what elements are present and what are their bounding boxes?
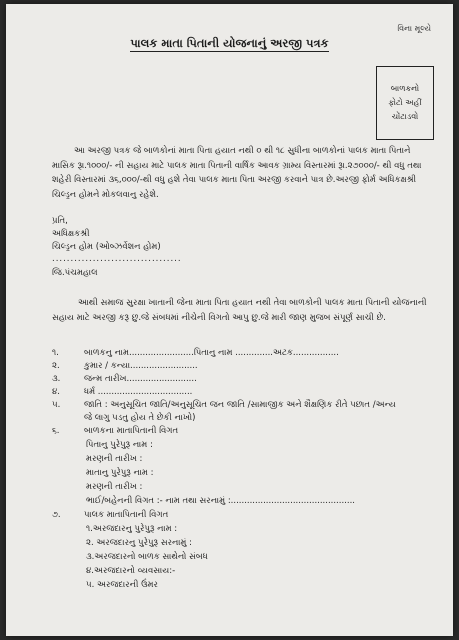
applicant-occupation-field: ૪.અરજદારનો વ્યવસાય:- — [86, 566, 176, 576]
religion-field: ધર્મ ................................... — [84, 387, 193, 397]
caste-field-note: જે લાગુ પડતુ હોય તે છેકી નાખો) — [84, 413, 196, 423]
applicant-address-field: ૨. અરજદારનુ પુરેપુરૂ સરનામું : — [86, 538, 192, 548]
photo-box — [376, 66, 434, 140]
declaration-paragraph: આથી સમાજ સુરક્ષા ખાતાની જેના માતા પિતા હયાત નથી તેવા બાળકોની પાલક માતા પિતાની યોજનાની સહાય માટે અરજી કરૂ છુ.જે સંબધમાં નીચેની વિગતો આપુ છુ.જે મારી જાણ મુજબ સંપૂર્ણ સાચી છે. — [52, 298, 427, 323]
child-name-field: બાળકનુ નામ........................પિતાનુ નામ ..............અટક................. — [84, 348, 339, 358]
gender-field: કુમાર / કન્યા......................... — [84, 361, 198, 371]
photo-box-line: બાળકનો — [390, 84, 420, 93]
free-of-cost-label: વિના મૂલ્યે — [397, 24, 431, 33]
address-district: જિ.પંચમહાલ — [52, 268, 98, 278]
item-number: ૭. — [52, 510, 61, 520]
address-home: ચિલ્ડ્રન હોમ (ઓબ્ઝર્વેશન હોમ) — [52, 242, 161, 252]
sibling-details-field: ભાઈ/બહેનની વિગત :- નામ તથા સરનામું :.............................................. — [86, 496, 355, 506]
form-title — [6, 36, 453, 51]
birth-date-field: જન્મ તારીખ.......................... — [84, 374, 197, 384]
mother-name-field: માતાનુ પુરેપુરૂ નામ : — [86, 468, 154, 478]
item-number: ૬. — [52, 426, 60, 436]
father-name-field: પિતાનુ પુરેપુરૂ નામ : — [86, 440, 153, 450]
applicant-age-field: ૫. અરજદારની ઉંમર — [86, 580, 158, 590]
mother-death-date-field: મરણની તારીખ : — [86, 482, 143, 492]
photo-box-line: ફોટો અહીં — [388, 98, 422, 107]
applicant-name-field: ૧.અરજદારનુ પુરેપુરૂ નામ : — [86, 524, 178, 534]
item-number: ૩. — [52, 374, 61, 384]
photo-box-line: ચોંટાડવો — [391, 112, 419, 121]
caste-field: જાતિ : અનુસૂચિત જાતિ/અનુસૂચિત જન જાતિ /સામાજીક અને શૈક્ષણિક રીતે પછાત /અન્ય — [84, 400, 396, 410]
item-number: ૧. — [52, 348, 59, 358]
address-dots: ................................... — [52, 254, 182, 264]
father-death-date-field: મરણની તારીખ : — [86, 454, 143, 464]
address-officer: અધિક્ષકશ્રી — [52, 229, 90, 239]
item-number: ૪. — [52, 387, 60, 397]
applicant-relation-field: ૩.અરજદારનો બાળક સાથેનો સંબધ — [86, 552, 208, 562]
application-form-sheet — [6, 4, 453, 636]
item-number: ૫. — [52, 400, 61, 410]
form-title-text: પાલક માતા પિતાની યોજનાનું અરજી પત્રક — [130, 36, 329, 50]
address-to: પ્રતિ, — [52, 216, 68, 226]
parents-details-heading: બાળકના માતાપિતાની વિગત — [84, 426, 179, 436]
intro-paragraph: આ અરજી પત્રક જે બાળકોનાં માતા પિતા હયાત નથી ૦ થી ૧૮ સુધીના બાળકોનાં પાલક માતા પિતાને માસિક રૂા.૧૦૦૦/- ની સહાય માટે પાલક માતા પિતાની વાર્ષિક આવક ગ્રામ્ય વિસ્તારમાં રૂા.૨૭૦૦૦/- થી વધુ તથા શહેરી વિસ્તારમાં ૩૬,૦૦૦/-થી વધુ હશે તેવા પાલક માતા પિતા અરજી કરવાને પાત્ર છે.અરજી ફોર્મ અધિકક્ષશ્રી ચિલ્ડ્રન હોમને મોકલવાનુ રહેશે. — [52, 146, 422, 200]
item-number: ૨. — [52, 361, 60, 371]
foster-parents-heading: પાલક માતાપિતાની વિગત — [84, 510, 169, 520]
